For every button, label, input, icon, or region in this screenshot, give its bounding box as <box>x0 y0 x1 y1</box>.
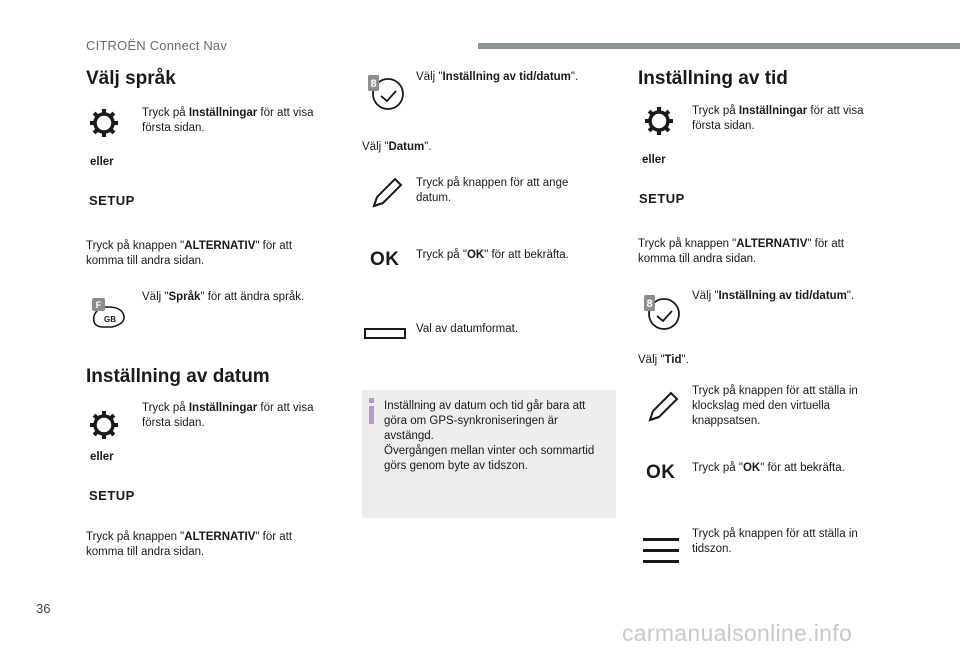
time-setup-button: SETUP <box>639 191 685 206</box>
date-ok-text: Tryck på "OK" för att bekräfta. <box>416 249 569 261</box>
time-ok-button: OK <box>646 462 676 483</box>
section-title-time: Inställning av tid <box>638 68 788 89</box>
clock-icon <box>642 294 682 332</box>
date-select-menu-text: Välj "Inställning av tid/datum". <box>416 71 579 83</box>
date-ok-button: OK <box>370 249 400 270</box>
language-icon <box>90 297 128 329</box>
gear-icon <box>89 410 119 440</box>
lang-gear-text: Tryck på Inställningar för att visa första sidan. <box>142 107 314 134</box>
date-eller: eller <box>90 451 114 463</box>
clock-badge-number: 8 <box>646 298 653 310</box>
language-badge-bottom: GB <box>104 315 116 324</box>
date-gear-text: Tryck på Inställningar för att visa första sidan. <box>142 402 314 429</box>
page-number: 36 <box>36 601 51 616</box>
date-format-text: Val av datumformat. <box>416 323 519 335</box>
date-setup-button: SETUP <box>89 488 135 503</box>
section-title-date: Inställning av datum <box>86 366 270 387</box>
info-note-text: Inställning av datum och tid går bara att göra om GPS-synkroniseringen är avstängd. Övergången mellan vinter och sommartid görs genom byte av tidszon. <box>384 400 595 472</box>
lang-select-text: Välj "Språk" för att ändra språk. <box>142 291 305 303</box>
clock-badge-number: 8 <box>370 78 377 90</box>
clock-icon <box>366 74 406 112</box>
language-badge-top: F <box>95 300 102 310</box>
pencil-icon <box>644 390 680 426</box>
menu-lines-icon <box>642 536 680 566</box>
time-select-tid-text: Välj "Tid". <box>638 354 689 366</box>
time-pencil-text: Tryck på knappen för att ställa in klockslag med den virtuella knappsatsen. <box>692 385 858 427</box>
time-gear-text: Tryck på Inställningar för att visa första sidan. <box>692 105 864 132</box>
date-select-datum-text: Välj "Datum". <box>362 141 432 153</box>
section-title-language: Välj språk <box>86 68 176 89</box>
format-bar-icon <box>364 327 406 341</box>
date-pencil-text: Tryck på knappen för att ange datum. <box>416 177 569 204</box>
time-alt-text: Tryck på knappen "ALTERNATIV" för att komma till andra sidan. <box>638 238 845 265</box>
info-icon <box>368 398 376 424</box>
pencil-icon <box>368 176 404 212</box>
watermark: carmanualsonline.info <box>622 620 853 646</box>
header-title: CITROËN Connect Nav <box>86 38 228 53</box>
gear-icon <box>89 108 119 138</box>
lang-eller: eller <box>90 156 114 168</box>
lang-setup-button: SETUP <box>89 193 135 208</box>
time-eller: eller <box>642 154 666 166</box>
time-ok-text: Tryck på "OK" för att bekräfta. <box>692 462 845 474</box>
header-bar <box>478 43 960 49</box>
info-note <box>362 390 616 518</box>
time-zone-text: Tryck på knappen för att ställa in tidszon. <box>692 528 858 555</box>
gear-icon <box>644 106 674 136</box>
time-select-menu-text: Välj "Inställning av tid/datum". <box>692 290 855 302</box>
lang-alt-text: Tryck på knappen "ALTERNATIV" för att komma till andra sidan. <box>86 240 293 267</box>
date-alt-text: Tryck på knappen "ALTERNATIV" för att komma till andra sidan. <box>86 531 293 558</box>
